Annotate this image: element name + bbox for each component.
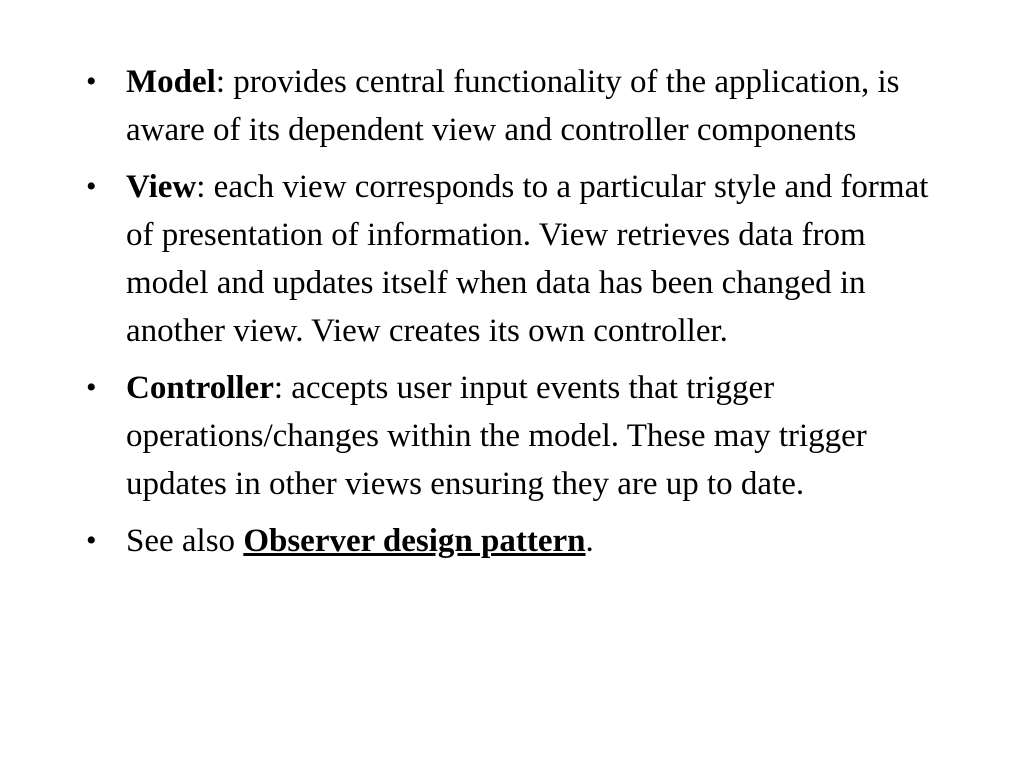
description-controller: : accepts user input events that trigger operations/changes within the model. These may trigger updates in other views ensuring they are up to date.: [126, 370, 867, 502]
term-model: Model: [126, 64, 216, 100]
bullet-icon: •: [86, 65, 97, 98]
bullet-item-see-also: [86, 517, 956, 565]
bullet-item-model: [86, 58, 956, 154]
observer-pattern-link[interactable]: Observer design pattern: [243, 523, 586, 559]
bullet-list: [86, 58, 956, 574]
bullet-icon: •: [86, 170, 97, 203]
bullet-item-controller: [86, 364, 956, 508]
bullet-icon: •: [86, 371, 97, 404]
term-view: View: [126, 169, 197, 205]
description-view: : each view corresponds to a particular style and format of presentation of information. View retrieves data from model and updates itself when data has been changed in another view. View creates its own controller.: [126, 169, 929, 349]
see-also-suffix: .: [585, 523, 594, 559]
term-controller: Controller: [126, 370, 274, 406]
bullet-icon: •: [86, 524, 97, 557]
description-model: : provides central functionality of the application, is aware of its dependent view and controller components: [126, 64, 900, 148]
see-also-prefix: See also: [126, 523, 244, 559]
bullet-item-view: [86, 163, 956, 355]
